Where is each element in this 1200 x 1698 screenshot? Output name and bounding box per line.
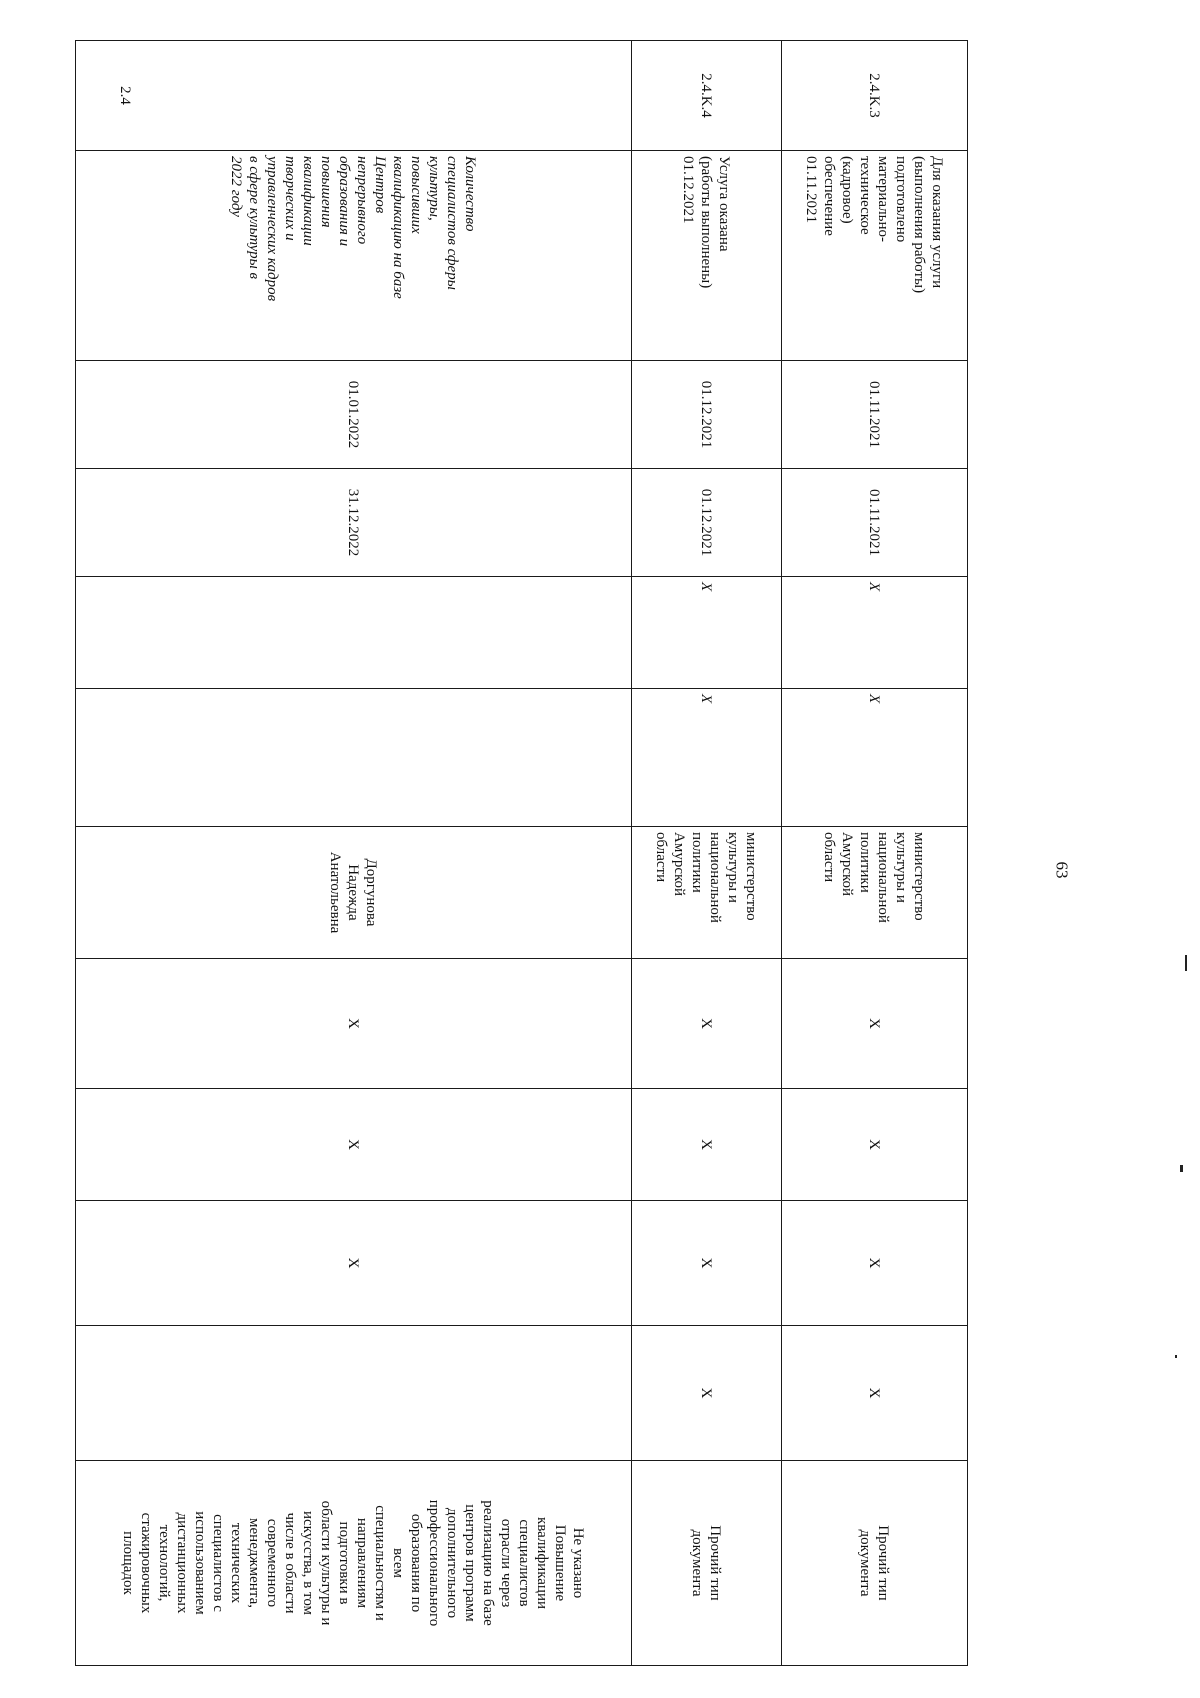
scan-artifact xyxy=(1175,1355,1177,1358)
start-date: 01.12.2021 xyxy=(632,361,782,469)
table-row xyxy=(76,41,632,1666)
document-type: Прочий тип документа xyxy=(782,1461,968,1666)
mark-cell: X xyxy=(632,1089,782,1201)
row-number: 2.4.K.4 xyxy=(632,41,782,151)
mark-cell: X xyxy=(632,1326,782,1461)
responsible: министерство культуры и национальной политики Амурской области xyxy=(632,827,782,959)
mark-cell: X xyxy=(632,577,782,689)
end-date: 01.11.2021 xyxy=(782,469,968,577)
mark-cell: X xyxy=(782,1201,968,1326)
start-date: 01.01.2022 xyxy=(76,361,632,469)
mark-cell: X xyxy=(76,1201,632,1326)
row-name: Количество специалистов сферы культуры, повысивших квалификацию на базе Центров непрерывного образования и повышения квалификации творческих и управленческих кадров в сфере культуры в 2022 году xyxy=(76,151,632,361)
mark-cell xyxy=(76,577,632,689)
mark-cell: X xyxy=(782,1326,968,1461)
row-name: Для оказания услуги (выполнения работы) подготовлено материально- техническое (кадровое) обеспечение 01.11.2021 xyxy=(782,151,968,361)
row-name: Услуга оказана (работы выполнены) 01.12.2021 xyxy=(632,151,782,361)
responsible: Доргунова Надежда Анатольевна xyxy=(76,827,632,959)
mark-cell: X xyxy=(76,959,632,1089)
scan-artifact xyxy=(1180,1165,1183,1172)
mark-cell: X xyxy=(632,689,782,827)
row-number: 2.4 xyxy=(76,41,632,151)
mark-cell xyxy=(76,1326,632,1461)
mark-cell: X xyxy=(782,689,968,827)
table-row xyxy=(782,41,968,1666)
page-number: 63 xyxy=(1052,861,1072,879)
document-type: Не указано Повышение квалификации специалистов отрасли через реализацию на базе центров программ дополнительного профессионального образования по всем специальностям и направлениям подготовки в области культуры и искусства, в том числе в области современного менеджмента, технических специалистов с использованием дистанционных технологий, стажировочных площадок xyxy=(76,1461,632,1666)
start-date: 01.11.2021 xyxy=(782,361,968,469)
row-number: 2.4.K.3 xyxy=(782,41,968,151)
document-type: Прочий тип документа xyxy=(632,1461,782,1666)
mark-cell xyxy=(76,689,632,827)
mark-cell: X xyxy=(782,959,968,1089)
table-row xyxy=(632,41,782,1666)
mark-cell: X xyxy=(632,959,782,1089)
mark-cell: X xyxy=(632,1201,782,1326)
end-date: 01.12.2021 xyxy=(632,469,782,577)
responsible: министерство культуры и национальной политики Амурской области xyxy=(782,827,968,959)
mark-cell: X xyxy=(76,1089,632,1201)
end-date: 31.12.2022 xyxy=(76,469,632,577)
mark-cell: X xyxy=(782,1089,968,1201)
mark-cell: X xyxy=(782,577,968,689)
scan-artifact xyxy=(1185,955,1187,971)
plan-table xyxy=(75,40,968,1666)
